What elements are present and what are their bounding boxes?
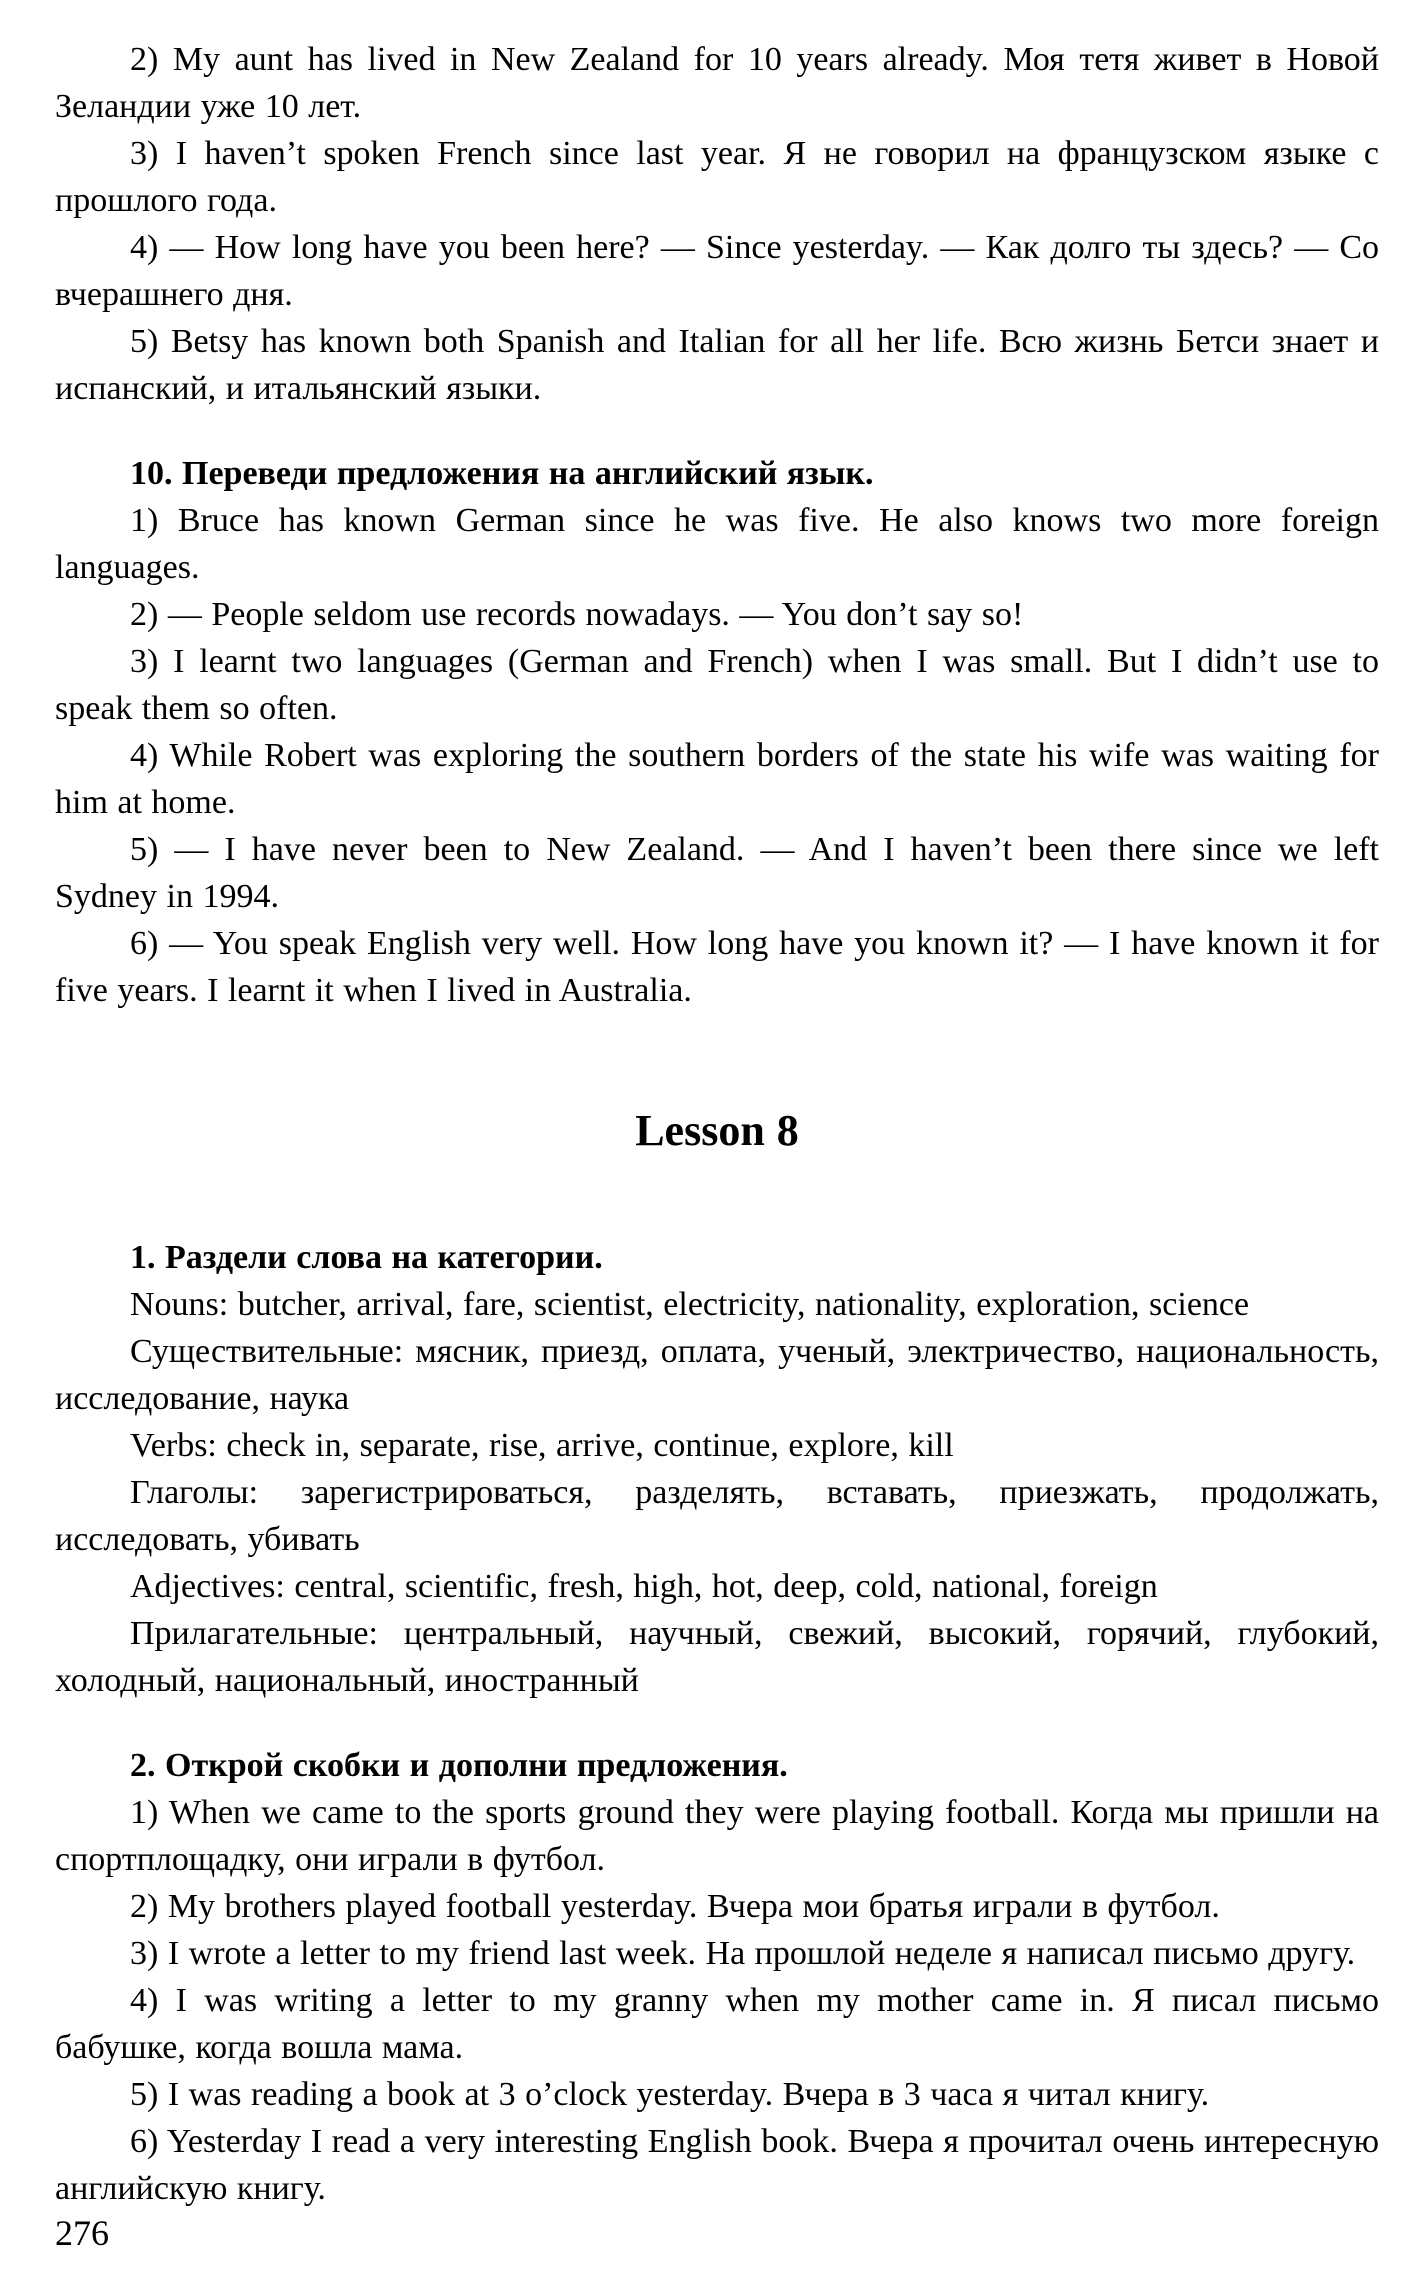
lesson-title: Lesson 8 <box>635 1106 799 1155</box>
exercise-10-item: 1) Bruce has known German since he was five. He also knows two more foreign languages. <box>55 502 1379 586</box>
exercise-1-line: Verbs: check in, separate, rise, arrive, continue, explore, kill <box>130 1427 954 1464</box>
exercise-10-item: 2) — People seldom use records nowadays. — You don’t say so! <box>130 596 1024 633</box>
exercise-1-heading: 1. Раздели слова на категории. <box>130 1239 603 1276</box>
exercise-10-item: 6) — You speak English very well. How long have you known it? — I have known it for five years. I learnt it when I lived in Australia. <box>55 925 1379 1009</box>
exercise-2-item: 2) My brothers played football yesterday. Вчера мои братья играли в футбол. <box>130 1888 1220 1925</box>
exercise-2-heading: 2. Открой скобки и дополни предложения. <box>130 1747 788 1784</box>
exercise-1-line: Прилагательные: центральный, научный, свежий, высокий, горячий, глубокий, холодный, национальный, иностранный <box>55 1615 1379 1699</box>
exercise-10-heading: 10. Переведи предложения на английский язык. <box>130 455 874 492</box>
exercise-10-item: 4) While Robert was exploring the southern borders of the state his wife was waiting for him at home. <box>55 737 1379 821</box>
exercise-1-line: Глаголы: зарегистрироваться, разделять, вставать, приезжать, продолжать, исследовать, убивать <box>55 1474 1379 1558</box>
exercise-1-line: Существительные: мясник, приезд, оплата, ученый, электричество, национальность, исследование, наука <box>55 1333 1379 1417</box>
translated-sentence-item: 5) Betsy has known both Spanish and Italian for all her life. Всю жизнь Бетси знает и испанский, и итальянский языки. <box>55 323 1379 407</box>
exercise-1-line: Adjectives: central, scientific, fresh, high, hot, deep, cold, national, foreign <box>130 1568 1158 1605</box>
exercise-2-item: 6) Yesterday I read a very interesting English book. Вчера я прочитал очень интересную английскую книгу. <box>55 2123 1379 2207</box>
exercise-10-item: 5) — I have never been to New Zealand. — And I haven’t been there since we left Sydney in 1994. <box>55 831 1379 915</box>
page-number: 276 <box>55 2213 109 2253</box>
translated-sentence-item: 3) I haven’t spoken French since last year. Я не говорил на французском языке с прошлого года. <box>55 135 1379 219</box>
exercise-2-item: 3) I wrote a letter to my friend last week. На прошлой неделе я написал письмо другу. <box>130 1935 1356 1972</box>
exercise-2-item: 1) When we came to the sports ground they were playing football. Когда мы пришли на спортплощадку, они играли в футбол. <box>55 1794 1379 1878</box>
exercise-10-item: 3) I learnt two languages (German and French) when I was small. But I didn’t use to speak them so often. <box>55 643 1379 727</box>
exercise-1-line: Nouns: butcher, arrival, fare, scientist, electricity, nationality, exploration, science <box>130 1286 1250 1323</box>
translated-sentence-item: 2) My aunt has lived in New Zealand for 10 years already. Моя тетя живет в Новой Зеландии уже 10 лет. <box>55 41 1379 125</box>
exercise-2-item: 5) I was reading a book at 3 o’clock yesterday. Вчера в 3 часа я читал книгу. <box>130 2076 1210 2113</box>
translated-sentence-item: 4) — How long have you been here? — Since yesterday. — Как долго ты здесь? — Со вчерашнего дня. <box>55 229 1379 313</box>
exercise-2-item: 4) I was writing a letter to my granny when my mother came in. Я писал письмо бабушке, когда вошла мама. <box>55 1982 1379 2066</box>
